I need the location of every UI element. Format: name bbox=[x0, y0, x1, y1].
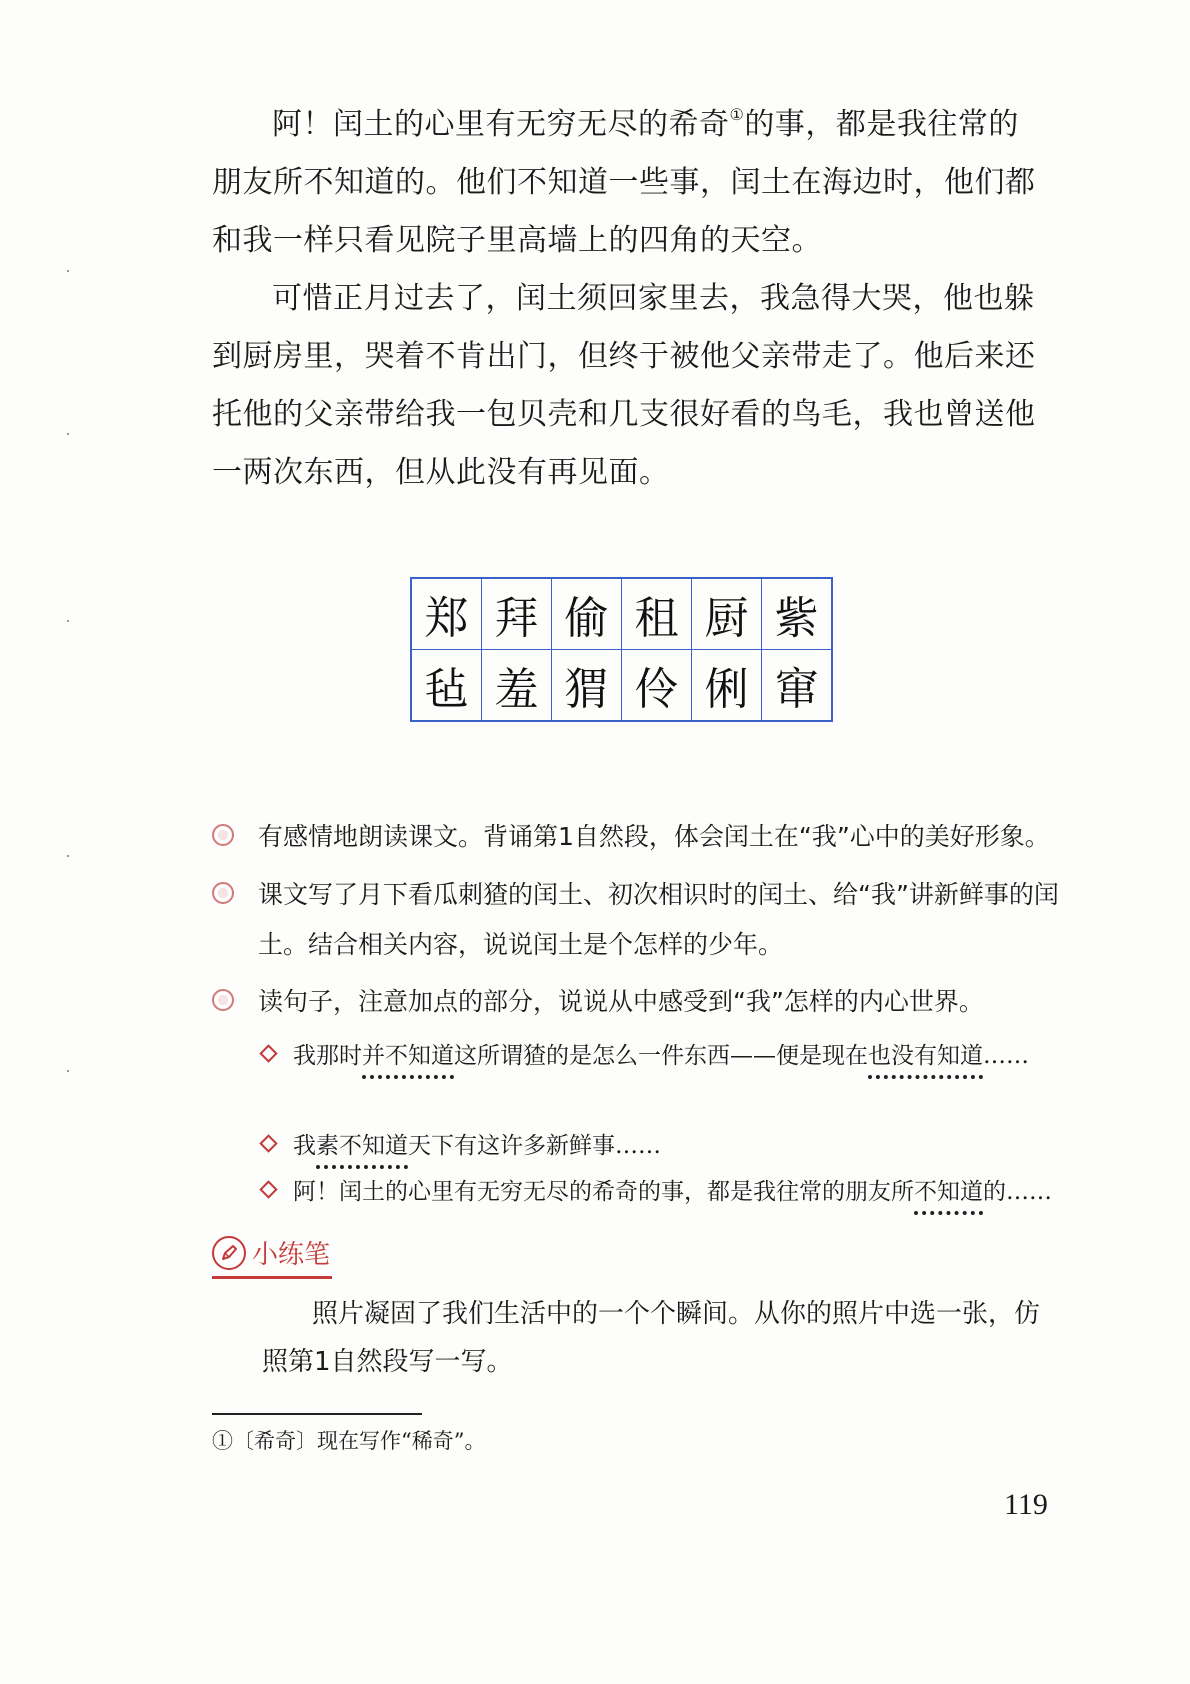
emphasis-dotted-text: 不知道 bbox=[914, 1179, 983, 1205]
diamond-bullet-icon bbox=[259, 1044, 277, 1062]
quote-sentence-1 bbox=[262, 1034, 1062, 1078]
quote-sentence-2 bbox=[262, 1124, 1062, 1168]
diamond-bullet-icon bbox=[259, 1134, 277, 1152]
grid-char: 偷 bbox=[552, 578, 622, 650]
emphasis-dotted-text: 并不知道 bbox=[362, 1043, 454, 1069]
new-characters-grid bbox=[410, 577, 833, 722]
quote-text: 我那时 bbox=[293, 1043, 362, 1069]
exercise-circle-icon bbox=[212, 824, 234, 846]
paragraph-text: 阿！闰土的心里有无穷无尽的希奇 bbox=[272, 107, 730, 142]
practice-underline bbox=[212, 1276, 332, 1279]
grid-char: 紫 bbox=[762, 578, 833, 650]
emphasis-dotted-text: 素不知道 bbox=[316, 1133, 408, 1159]
body-paragraph-2: 可惜正月过去了，闰土须回家里去，我急得大哭，他也躲到厨房里，哭着不肯出门，但终于被他父亲带走了。他后来还托他的父亲带给我一包贝壳和几支很好看的鸟毛，我也曾送他一两次东西，但从此没有再见面。 bbox=[212, 281, 1036, 490]
exercise-3 bbox=[212, 977, 1062, 1027]
diamond-bullet-icon bbox=[259, 1180, 277, 1198]
practice-title: 小练笔 bbox=[252, 1240, 331, 1270]
page-number: 119 bbox=[1004, 1488, 1048, 1521]
grid-char: 厨 bbox=[692, 578, 762, 650]
exercise-circle-icon bbox=[212, 882, 234, 904]
footnote: ①〔希奇〕现在写作“稀奇”。 bbox=[212, 1429, 486, 1453]
quote-text: …… bbox=[983, 1043, 1029, 1069]
grid-char: 郑 bbox=[411, 578, 482, 650]
quote-text: 阿！闰土的心里有无穷无尽的希奇的事，都是我往常的朋友所 bbox=[293, 1179, 914, 1205]
edge-mark bbox=[67, 433, 69, 435]
practice-heading bbox=[212, 1234, 330, 1271]
paragraph-text: 的事，都是我往常的朋友所不知道的。他们不知道一些事，闰土在海边时，他们都和我一样只看见院子里高墙上的四角的天空。 bbox=[212, 107, 1036, 258]
grid-char: 毡 bbox=[411, 650, 482, 722]
edge-mark bbox=[67, 270, 69, 272]
grid-char: 拜 bbox=[482, 578, 552, 650]
exercise-text: 读句子，注意加点的部分，说说从中感受到“我”怎样的内心世界。 bbox=[258, 987, 984, 1016]
grid-row bbox=[411, 578, 832, 650]
edge-mark bbox=[67, 855, 69, 857]
body-paragraph-1 bbox=[212, 96, 1048, 270]
grid-char: 羞 bbox=[482, 650, 552, 722]
exercise-2 bbox=[212, 870, 1062, 970]
quote-text: 的…… bbox=[983, 1179, 1052, 1205]
pen-icon bbox=[212, 1236, 246, 1270]
practice-text: 照片凝固了我们生活中的一个个瞬间。从你的照片中选一张，仿照第1自然段写一写。 bbox=[262, 1299, 1041, 1377]
grid-char: 窜 bbox=[762, 650, 833, 722]
exercise-text: 课文写了月下看瓜刺猹的闰土、初次相识时的闰土、给“我”讲新鲜事的闰土。结合相关内容，说说闰土是个怎样的少年。 bbox=[258, 880, 1059, 959]
grid-char: 租 bbox=[622, 578, 692, 650]
grid-char: 俐 bbox=[692, 650, 762, 722]
edge-mark bbox=[67, 620, 69, 622]
footnote-marker[interactable]: ① bbox=[729, 105, 745, 124]
quote-text: 我 bbox=[293, 1133, 316, 1159]
footnote-rule bbox=[212, 1413, 422, 1415]
quote-text: 这所谓猹的是怎么一件东西——便是现在 bbox=[454, 1043, 868, 1069]
grid-char: 猬 bbox=[552, 650, 622, 722]
edge-mark bbox=[67, 1070, 69, 1072]
emphasis-dotted-text: 也没有知道 bbox=[868, 1043, 983, 1069]
quote-sentence-3 bbox=[262, 1170, 1062, 1214]
quote-text: 天下有这许多新鲜事…… bbox=[408, 1133, 661, 1159]
exercise-text: 有感情地朗读课文。背诵第1自然段，体会闰土在“我”心中的美好形象。 bbox=[258, 822, 1050, 851]
grid-char: 伶 bbox=[622, 650, 692, 722]
grid-row bbox=[411, 650, 832, 722]
exercise-circle-icon bbox=[212, 989, 234, 1011]
exercise-1 bbox=[212, 812, 1062, 862]
